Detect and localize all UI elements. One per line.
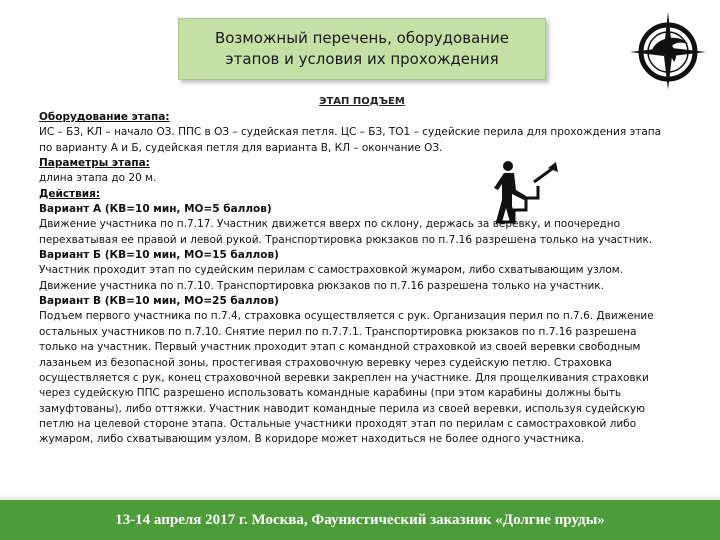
variant-b-heading: Вариант Б (КВ=10 мин, МО=15 баллов) (39, 249, 279, 262)
variant-c-line: замуфтованы), либо оттяжки. Участник наводит командные перила из своей веревки, используя судейскую (39, 402, 645, 415)
stage-title: ЭТАП ПОДЪЕМ (319, 96, 405, 107)
variant-c-line: осуществляется с рук, конец страховочной веревки закреплен на участнике. Для прощелкивания страховки (39, 371, 649, 384)
footer-bar (0, 500, 720, 540)
variant-c-line: только на участник. Первый участник проходит этап с командной страховкой из своей веревки свободным (39, 341, 641, 354)
equipment-line: ИС – БЗ, КЛ – начало ОЗ. ППС в ОЗ – судейская петля. ЦС – БЗ, ТО1 – судейские перила для прохождения этапа (39, 126, 662, 139)
stage-description (39, 110, 704, 448)
equipment-heading: Оборудование этапа: (39, 111, 170, 123)
variant-c-line: жумаром, либо схватывающим узлом. В коридоре может находиться не более одного участника. (39, 433, 585, 446)
variant-b-line: Движение участника по п.7.10. Транспортировка рюкзаков по п.7.16 разрешена только на участник. (39, 279, 604, 292)
actions-heading: Действия: (39, 187, 101, 200)
variant-b-line: Участник проходит этап по судейским перилам с самостраховкой жумаром, либо схватывающим узлом. (39, 264, 624, 277)
variant-c-line: через судейскую ППС разрешено использовать командные карабины (при этом карабины должны быть (39, 387, 622, 400)
title-box (178, 18, 546, 80)
params-heading: Параметры этапа: (39, 157, 150, 170)
variant-c-line: лазаньем из безопасной зоны, простегивая страховочную веревку через судейскую петлю. Страховка (39, 356, 613, 369)
variant-a-heading: Вариант А (КВ=10 мин, МО=5 баллов) (39, 203, 272, 216)
title-line-1: Возможный перечень, оборудование (214, 29, 510, 47)
equipment-line: по варианту А и Б, судейская петля для варианта В, КЛ – окончание ОЗ. (39, 141, 443, 154)
compass-rose-dolphin-logo-icon (628, 10, 708, 90)
params-text: длина этапа до 20 м. (39, 172, 157, 185)
title-line-2: этапов и условия их прохождения (225, 50, 499, 68)
variant-c-line: остальных участников по п.7.10. Снятие перил по п.7.7.1. Транспортировка рюкзаков по п.7.16 разрешена (39, 325, 637, 338)
variant-a-line: Движение участника по п.7.17. Участник движется вверх по склону, держась за веревку, и поочередно (39, 218, 621, 231)
footer-text: 13-14 апреля 2017 г. Москва, Фаунистический заказник «Долгие пруды» (115, 511, 605, 528)
variant-c-line: Подъем первого участника по п.7.4, страховка осуществляется с рук. Организация перил по п.7.6. Движение (39, 310, 654, 323)
variant-a-line: перехватывая ее правой и левой рукой. Транспортировка рюкзаков по п.7.16 разрешена только на участник. (39, 233, 653, 246)
variant-c-heading: Вариант В (КВ=10 мин, МО=25 баллов) (39, 295, 279, 308)
variant-c-line: петлю на целевой стороне этапа. Остальные участники проходят этап по перилам с самостраховкой либо (39, 417, 637, 430)
